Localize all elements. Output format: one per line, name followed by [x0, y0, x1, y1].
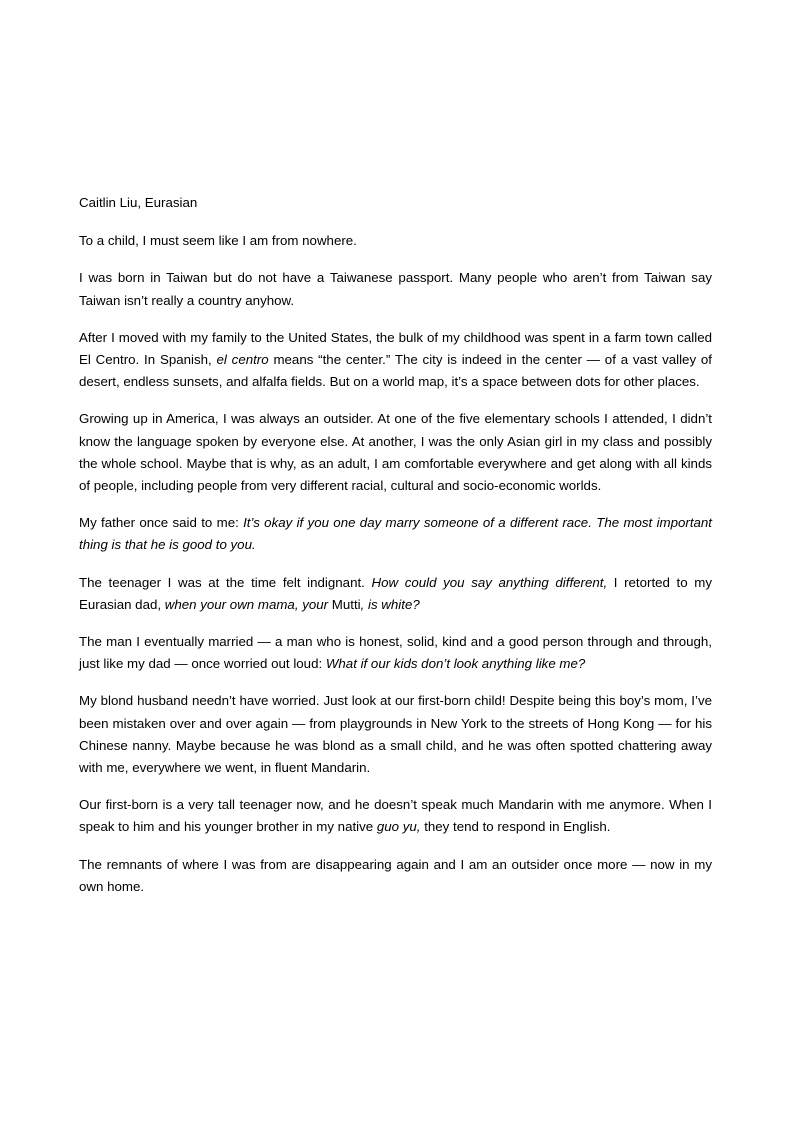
- paragraph-7-text-a: The man I eventually married — a man who is honest, solid, kind and a good person through and through, just like my dad — once worried out loud:: [79, 634, 712, 672]
- paragraph-9-text-c: they tend to respond in English.: [420, 819, 611, 835]
- paragraph-3-text-c: means “the center.” The city is indeed in the center — of a vast valley of desert, endless sunsets, and alfalfa fields. But on a world map, it’s a space between dots for other places.: [79, 352, 713, 390]
- paragraph-5-italic-b: It’s okay if you one day marry someone of a different race. The most important thing is that he is good to you.: [79, 515, 712, 553]
- paragraph-6-italic-f: , is white?: [360, 596, 420, 612]
- paragraph-3-text-a: After I moved with my family to the United States, the bulk of my childhood was spent in a farm town called El Centro. In Spanish,: [79, 329, 712, 368]
- paragraph-1: To a child, I must seem like I am from nowhere.: [79, 233, 357, 249]
- paragraph-7: [79, 631, 712, 675]
- paragraph-8: My blond husband needn’t have worried. Just look at our first-born child! Despite being this boy’s mom, I’ve been mistaken over and over again — from playgrounds in New York to the streets of Hong Kong — for his Chinese nanny. Maybe because he was blond as a small child, and he was often spotted chattering away with me, everywhere we went, in fluent Mandarin.: [79, 693, 712, 776]
- paragraph-7-italic-b: What if our kids don’t look anything like me?: [325, 656, 586, 672]
- paragraph-6-italic-d: when your own mama, your: [164, 596, 329, 612]
- document-page: [79, 192, 712, 913]
- paragraph-6: [79, 572, 712, 616]
- author-title: Caitlin Liu, Eurasian: [79, 195, 198, 210]
- paragraph-9-italic-b: guo yu,: [376, 819, 421, 835]
- paragraph-6-text-e: Mutti: [328, 596, 361, 612]
- paragraph-9: [79, 794, 712, 838]
- paragraph-3-italic-b: el centro: [216, 352, 269, 368]
- paragraph-10: The remnants of where I was from are disappearing again and I am an outsider once more — now in my own home.: [79, 856, 712, 894]
- paragraph-6-text-a: The teenager I was at the time felt indignant.: [79, 574, 372, 590]
- paragraph-6-text-c: I retorted to my Eurasian dad,: [79, 574, 712, 612]
- paragraph-3: [79, 327, 712, 394]
- paragraph-2: I was born in Taiwan but do not have a Taiwanese passport. Many people who aren’t from Taiwan say Taiwan isn’t really a country anyhow.: [79, 270, 712, 308]
- paragraph-5-text-a: My father once said to me:: [79, 515, 244, 531]
- paragraph-9-text-a: Our first-born is a very tall teenager now, and he doesn’t speak much Mandarin with me anymore. When I speak to him and his younger brother in my native: [79, 797, 712, 835]
- paragraph-6-italic-b: How could you say anything different,: [371, 574, 608, 590]
- paragraph-5: [79, 512, 712, 556]
- paragraph-4: Growing up in America, I was always an outsider. At one of the five elementary schools I attended, I didn’t know the language spoken by everyone else. At another, I was the only Asian girl in my class and possibly the whole school. Maybe that is why, as an adult, I am comfortable everywhere and get along with all kinds of people, including people from very different racial, cultural and socio-economic worlds.: [79, 411, 712, 494]
